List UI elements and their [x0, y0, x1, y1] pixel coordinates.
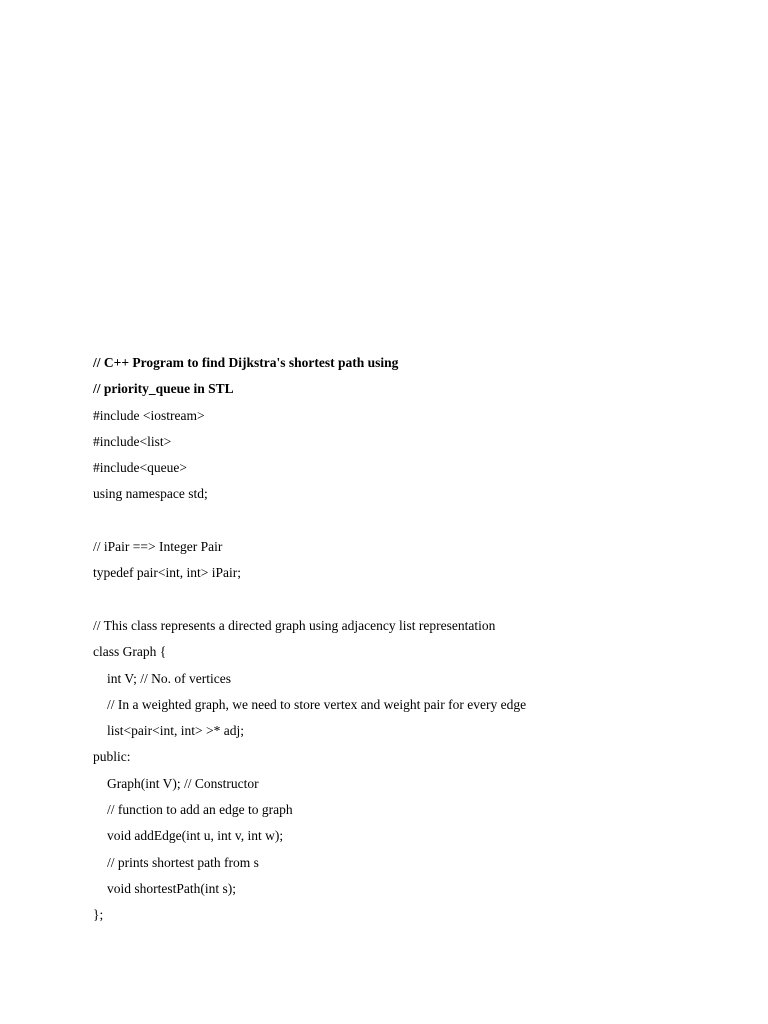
code-line-class-end: }; [93, 907, 104, 923]
code-line-shortestpath: void shortestPath(int s); [107, 880, 236, 896]
code-line-public: public: [93, 749, 131, 765]
code-line-weighted-comment: // In a weighted graph, we need to store vertex and weight pair for every edge [107, 696, 527, 712]
code-line-constructor: Graph(int V); // Constructor [107, 775, 259, 791]
code-line-shortestpath-comment: // prints shortest path from s [107, 854, 259, 870]
code-line-comment-subtitle: // priority_queue in STL [93, 381, 234, 397]
code-listing [93, 350, 733, 929]
code-line-include-list: #include<list> [93, 433, 172, 449]
code-line-typedef: typedef pair<int, int> iPair; [93, 565, 241, 581]
code-line-blank [93, 508, 733, 534]
code-line-using-namespace: using namespace std; [93, 486, 208, 502]
code-line-member-adj: list<pair<int, int> >* adj; [107, 723, 244, 739]
code-line-class-comment: // This class represents a directed graph using adjacency list representation [93, 617, 496, 633]
code-line-include-queue: #include<queue> [93, 460, 187, 476]
code-line-comment-title: // C++ Program to find Dijkstra's shortest path using [93, 355, 399, 370]
code-line-addedge: void addEdge(int u, int v, int w); [107, 828, 284, 844]
code-line-member-v: int V; // No. of vertices [107, 670, 231, 686]
code-line-class-decl: class Graph { [93, 644, 167, 660]
code-line-ipair-comment: // iPair ==> Integer Pair [93, 539, 223, 555]
code-line-include-iostream: #include <iostream> [93, 407, 205, 423]
code-line-blank [93, 587, 733, 613]
code-line-addedge-comment: // function to add an edge to graph [107, 802, 293, 818]
